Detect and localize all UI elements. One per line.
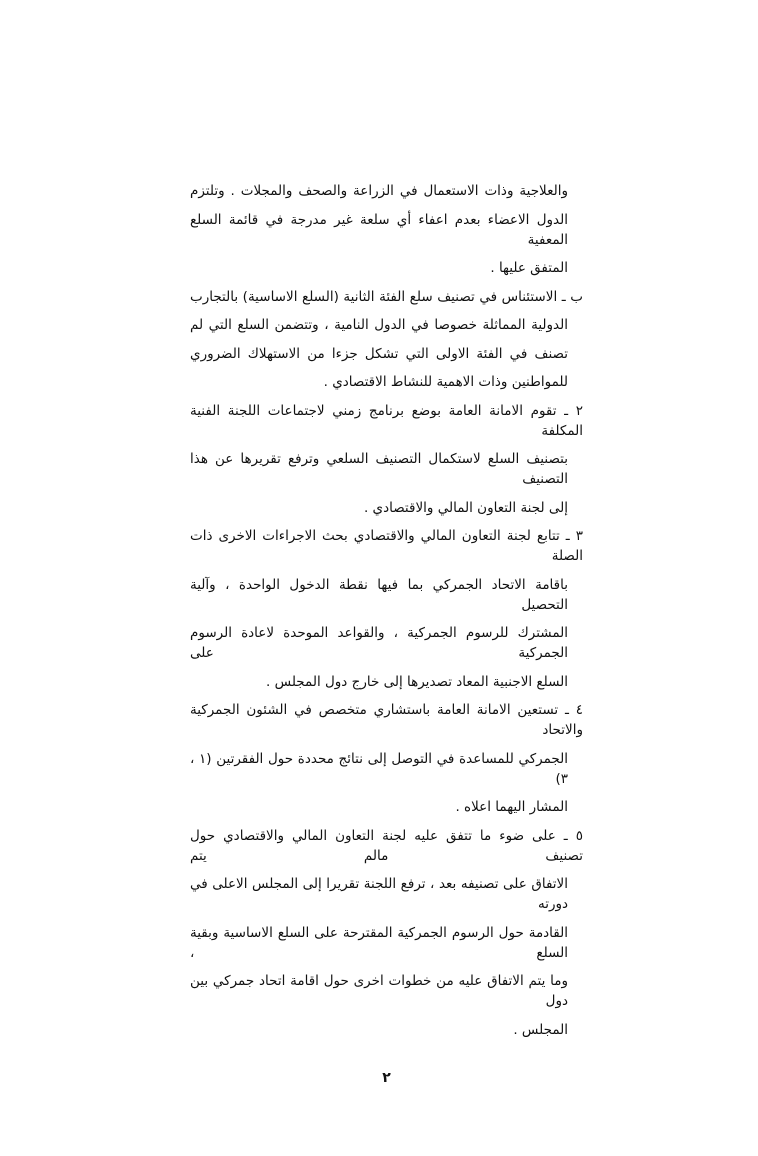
- text-line: السلع الاجنبية المعاد تصديرها إلى خارج دول المجلس .: [266, 673, 568, 690]
- list-item-2: ٢ ـ تقوم الامانة العامة بوضع برنامج زمني لاجتماعات اللجنة الفنية المكلفة: [190, 402, 583, 439]
- text-line: إلى لجنة التعاون المالي والاقتصادي .: [363, 499, 568, 516]
- list-item-3: ٣ ـ تتابع لجنة التعاون المالي والاقتصادي بحث الاجراءات الاخرى ذات الصلة: [190, 528, 583, 564]
- text-line: بتصنيف السلع لاستكمال التصنيف السلعي وترفع تقريرها عن هذا التصنيف: [190, 451, 568, 487]
- text-line: المتفق عليها .: [490, 260, 568, 276]
- text-line: الدول الاعضاء بعدم اعفاء أي سلعة غير مدرجة في قائمة السلع المعفية: [190, 211, 568, 248]
- text-line: وما يتم الاتفاق عليه من خطوات اخرى حول اقامة اتحاد جمركي بين دول: [190, 973, 568, 1009]
- text-line: تصنف في الفئة الاولى التي تشكل جزءا من الاستهلاك الضروري: [190, 345, 568, 362]
- page-number: ٢: [382, 1070, 391, 1086]
- text-line: الجمركي للمساعدة في التوصل إلى نتائج محددة حول الفقرتين (١ ، ٣): [190, 750, 568, 787]
- list-item-b: ب ـ الاستئناس في تصنيف سلع الفئة الثانية (السلع الاساسية) بالتجارب: [190, 288, 583, 305]
- text-line: القادمة حول الرسوم الجمركية المقترحة على السلع الاساسية وبقية السلع ،: [190, 924, 568, 961]
- text-line: للمواطنين وذات الاهمية للنشاط الاقتصادي .: [323, 374, 568, 390]
- list-item-5: ٥ ـ على ضوء ما تتفق عليه لجنة التعاون المالي والاقتصادي حول تصنيف مالم يتم: [190, 827, 583, 864]
- text-line: الدولية المماثلة خصوصا في الدول النامية ، وتتضمن السلع التي لم: [190, 317, 568, 333]
- list-item-4: ٤ ـ تستعين الامانة العامة باستشاري متخصص في الشئون الجمركية والاتحاد: [190, 702, 583, 738]
- text-line: المشترك للرسوم الجمركية ، والقواعد الموحدة لاعادة الرسوم الجمركية على: [190, 625, 568, 661]
- text-line: الاتفاق على تصنيفه بعد ، ترفع اللجنة تقريرا إلى المجلس الاعلى في دورته: [190, 876, 568, 912]
- text-line: المجلس .: [513, 1021, 568, 1038]
- text-line: باقامة الاتحاد الجمركي بما فيها نقطة الدخول الواحدة ، وآلية التحصيل: [190, 576, 568, 613]
- text-line: المشار اليهما اعلاه .: [455, 799, 568, 815]
- text-line: والعلاجية وذات الاستعمال في الزراعة والصحف والمجلات . وتلتزم: [190, 183, 568, 199]
